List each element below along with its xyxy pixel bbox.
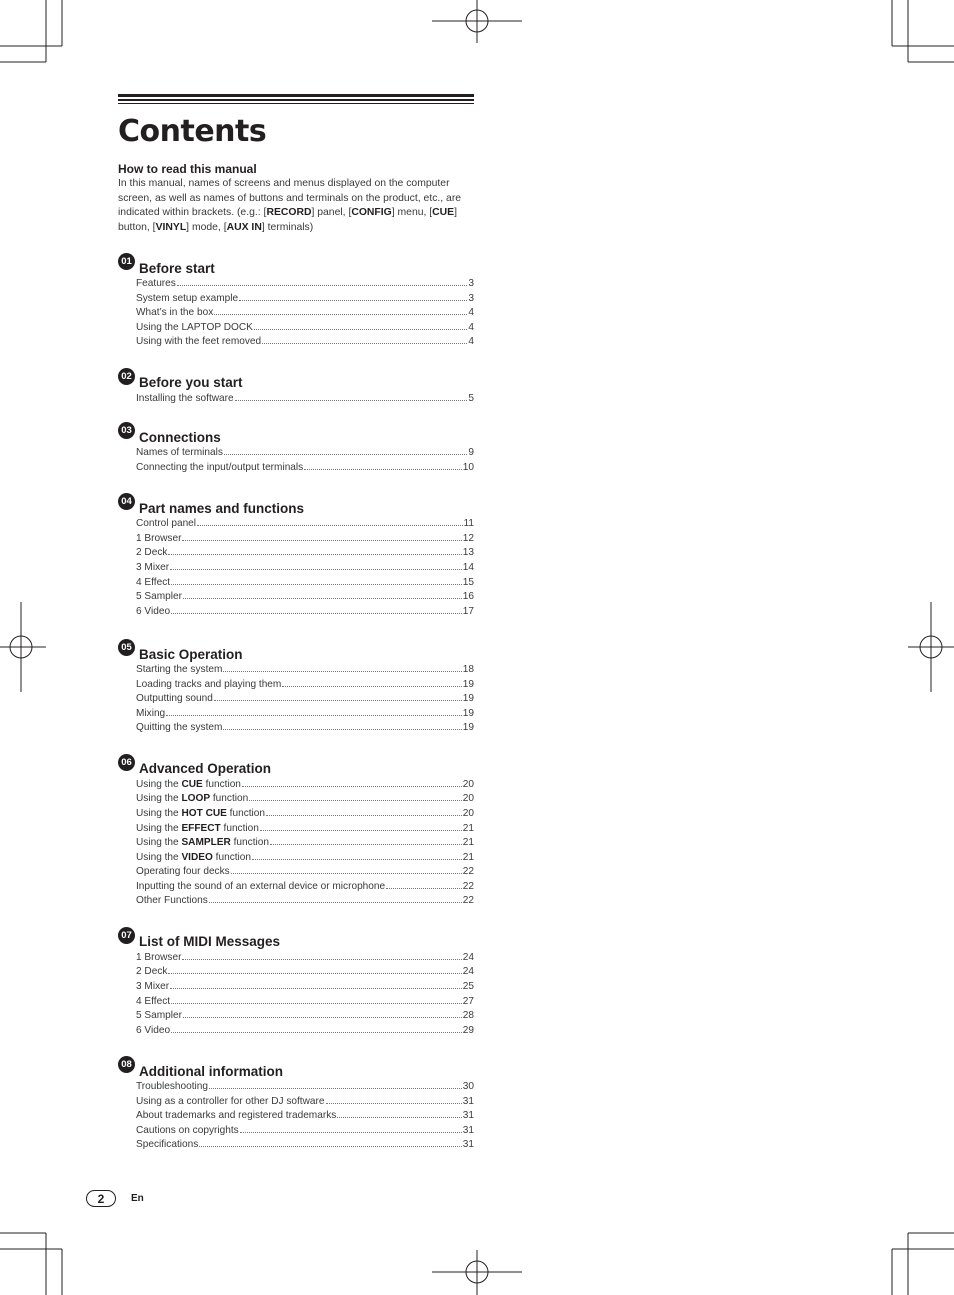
section-number-badge: 01 — [118, 253, 135, 270]
toc-entry-label: 1 Browser — [136, 532, 182, 544]
dot-leader — [209, 1088, 462, 1089]
toc-entry[interactable] — [136, 894, 474, 909]
dot-leader — [282, 686, 461, 687]
dot-leader — [197, 525, 462, 526]
toc-entry[interactable] — [136, 951, 474, 966]
section-title[interactable]: Advanced Operation — [139, 761, 272, 777]
dot-leader — [183, 1017, 462, 1018]
dot-leader — [240, 1132, 462, 1133]
howto-heading: How to read this manual — [118, 162, 257, 176]
toc-entry-page: 4 — [468, 307, 474, 319]
toc-entry[interactable] — [136, 1095, 474, 1110]
dot-leader — [239, 300, 467, 301]
toc-entry-label: Other Functions — [136, 895, 208, 907]
section-number-badge: 05 — [118, 639, 135, 656]
toc-entry[interactable] — [136, 707, 474, 722]
toc-entry-label: Using the HOT CUE function — [136, 808, 266, 820]
dot-leader — [224, 454, 467, 455]
toc-entry-label: 2 Deck — [136, 547, 168, 559]
section-entries — [136, 517, 474, 619]
toc-entry-page: 30 — [462, 1081, 474, 1093]
section-entries — [136, 392, 474, 407]
toc-section-08 — [118, 1058, 474, 1153]
toc-entry-label: Using the SAMPLER function — [136, 837, 269, 849]
toc-entry-label: 2 Deck — [136, 966, 168, 978]
section-number-badge: 08 — [118, 1056, 135, 1073]
page-footer — [86, 1190, 144, 1207]
toc-section-02 — [118, 370, 474, 407]
toc-entry-label: About trademarks and registered trademarks — [136, 1110, 337, 1122]
toc-entry-page: 3 — [468, 278, 474, 289]
section-heading — [118, 255, 474, 275]
toc-entry[interactable] — [136, 1138, 474, 1153]
toc-entry-page: 31 — [462, 1124, 474, 1136]
section-number-badge: 03 — [118, 422, 135, 439]
toc-entry-page: 4 — [468, 336, 474, 348]
toc-entry[interactable] — [136, 392, 474, 407]
toc-entry-page: 21 — [462, 837, 474, 849]
toc-entry[interactable] — [136, 546, 474, 561]
toc-entry-page: 31 — [462, 1139, 474, 1151]
toc-entry-page: 22 — [462, 866, 474, 878]
toc-entry-page: 19 — [462, 722, 474, 734]
toc-entry-label: System setup example — [136, 292, 239, 304]
toc-entry-label: Using the EFFECT function — [136, 822, 259, 834]
toc-entry-label: What’s in the box — [136, 307, 214, 319]
toc-entry[interactable] — [136, 1109, 474, 1124]
dot-leader — [182, 959, 461, 960]
toc-entry-label: 4 Effect — [136, 576, 171, 588]
section-title[interactable]: Part names and functions — [139, 500, 305, 516]
toc-entry[interactable] — [136, 792, 474, 807]
toc-entry-page: 15 — [462, 576, 474, 588]
toc-entry-label: Names of terminals — [136, 447, 223, 459]
toc-entry-label: 5 Sampler — [136, 1010, 183, 1022]
section-heading — [118, 756, 474, 776]
toc-entry[interactable] — [136, 277, 474, 292]
dot-leader — [168, 973, 461, 974]
title-rule — [118, 94, 474, 106]
section-number-badge: 04 — [118, 493, 135, 510]
toc-entry-page: 16 — [462, 591, 474, 603]
dot-leader — [214, 314, 467, 315]
toc-entry-label: 6 Video — [136, 1024, 171, 1036]
toc-entry-label: Inputting the sound of an external device or microphone — [136, 880, 386, 892]
dot-leader — [270, 844, 462, 845]
toc-entry-page: 9 — [468, 447, 474, 459]
dot-leader — [171, 1032, 462, 1033]
toc-entry-page: 22 — [462, 880, 474, 892]
toc-entry-label: Using the CUE function — [136, 778, 241, 790]
toc-entry[interactable] — [136, 576, 474, 591]
toc-entry-label: Connecting the input/output terminals — [136, 461, 304, 473]
toc-entry-page: 24 — [462, 951, 474, 963]
toc-entry[interactable] — [136, 678, 474, 693]
toc-entry-label: Troubleshooting — [136, 1081, 209, 1093]
toc-entry-label: Quitting the system — [136, 722, 223, 734]
dot-leader — [168, 554, 461, 555]
toc-entry[interactable] — [136, 292, 474, 307]
toc-entry-label: Control panel — [136, 518, 197, 530]
toc-entry-label: Using with the feet removed — [136, 336, 262, 348]
toc-entry-label: Installing the software — [136, 392, 234, 404]
toc-entry-page: 3 — [468, 292, 474, 304]
section-entries — [136, 778, 474, 909]
dot-leader — [170, 988, 462, 989]
dot-leader — [326, 1103, 462, 1104]
section-heading — [118, 370, 474, 390]
dot-leader — [266, 815, 462, 816]
toc-entry-label: Loading tracks and playing them — [136, 678, 282, 690]
dot-leader — [337, 1117, 461, 1118]
toc-entry[interactable] — [136, 335, 474, 350]
toc-entry[interactable] — [136, 965, 474, 980]
toc-entry-page: 20 — [462, 808, 474, 820]
toc-entry-page: 20 — [462, 778, 474, 790]
page-title: Contents — [118, 114, 267, 149]
toc-entry[interactable] — [136, 721, 474, 736]
toc-entry-label: Operating four decks — [136, 866, 230, 878]
dot-leader — [252, 859, 462, 860]
toc-section-03 — [118, 424, 474, 475]
toc-entry-page: 19 — [462, 693, 474, 705]
toc-entry-page: 20 — [462, 793, 474, 805]
toc-entry[interactable] — [136, 605, 474, 620]
section-number-badge: 06 — [118, 754, 135, 771]
toc-entry-page: 10 — [462, 461, 474, 473]
toc-entry[interactable] — [136, 1024, 474, 1039]
section-entries — [136, 446, 474, 475]
toc-section-05 — [118, 641, 474, 736]
toc-entry-page: 25 — [462, 980, 474, 992]
dot-leader — [177, 285, 468, 286]
section-entries — [136, 277, 474, 350]
page-number: 2 — [86, 1190, 116, 1207]
dot-leader — [171, 613, 462, 614]
dot-leader — [386, 888, 462, 889]
dot-leader — [231, 873, 462, 874]
toc-entry-page: 27 — [462, 995, 474, 1007]
toc-entry[interactable] — [136, 851, 474, 866]
toc-entry-label: Outputting sound — [136, 693, 213, 705]
howto-text: In this manual, names of screens and menus displayed on the computer screen, as well as names of buttons and terminals on the product, etc., are indicated within brackets. (e.g.: [RECORD] panel, [CONFIG] menu, [CUE] button, [VINYL] mode, [AUX IN] terminals) — [118, 178, 462, 233]
toc-entry-label: Cautions on copyrights — [136, 1124, 239, 1136]
section-title[interactable]: Additional information — [139, 1063, 283, 1079]
dot-leader — [304, 469, 462, 470]
toc-entry[interactable] — [136, 980, 474, 995]
section-title[interactable]: Connections — [139, 429, 221, 445]
toc-entry-page: 21 — [462, 851, 474, 863]
dot-leader — [223, 671, 461, 672]
toc-entry[interactable] — [136, 517, 474, 532]
section-number-badge: 07 — [118, 927, 135, 944]
toc-entry-page: 14 — [462, 562, 474, 574]
dot-leader — [260, 830, 462, 831]
dot-leader — [254, 329, 467, 330]
toc-section-04 — [118, 495, 474, 619]
toc-entry-page: 19 — [462, 707, 474, 719]
dot-leader — [223, 729, 461, 730]
toc-entry-label: 4 Effect — [136, 995, 171, 1007]
toc-entry[interactable] — [136, 778, 474, 793]
toc-entry[interactable] — [136, 995, 474, 1010]
dot-leader — [249, 800, 462, 801]
toc-entry-label: Using the VIDEO function — [136, 851, 252, 863]
section-entries — [136, 951, 474, 1038]
dot-leader — [199, 1146, 461, 1147]
dot-leader — [170, 569, 462, 570]
toc-sections — [118, 255, 474, 1153]
toc-entry[interactable] — [136, 306, 474, 321]
toc-entry[interactable] — [136, 865, 474, 880]
toc-entry[interactable] — [136, 461, 474, 476]
toc-entry-label: 1 Browser — [136, 951, 182, 963]
dot-leader — [183, 598, 462, 599]
section-title[interactable]: Before start — [139, 260, 215, 276]
toc-entry-page: 24 — [462, 966, 474, 978]
toc-entry[interactable] — [136, 1080, 474, 1095]
dot-leader — [235, 400, 468, 401]
toc-entry-page: 5 — [468, 392, 474, 404]
dot-leader — [171, 584, 462, 585]
toc-entry[interactable] — [136, 446, 474, 461]
dot-leader — [242, 786, 462, 787]
toc-section-01 — [118, 255, 474, 350]
toc-section-06 — [118, 756, 474, 909]
toc-entry[interactable] — [136, 880, 474, 895]
toc-entry-label: Mixing — [136, 707, 166, 719]
section-title[interactable]: List of MIDI Messages — [139, 934, 281, 950]
toc-entry-page: 17 — [462, 605, 474, 617]
dot-leader — [171, 1003, 462, 1004]
toc-entry[interactable] — [136, 532, 474, 547]
toc-entry-page: 13 — [462, 547, 474, 559]
toc-entry-page: 19 — [462, 678, 474, 690]
toc-entry-page: 29 — [462, 1024, 474, 1036]
toc-entry[interactable] — [136, 561, 474, 576]
toc-entry-label: 3 Mixer — [136, 562, 170, 574]
dot-leader — [166, 715, 462, 716]
section-heading — [118, 641, 474, 661]
toc-entry[interactable] — [136, 1124, 474, 1139]
section-heading — [118, 424, 474, 444]
section-title[interactable]: Basic Operation — [139, 646, 243, 662]
toc-entry[interactable] — [136, 590, 474, 605]
toc-entry-page: 18 — [462, 664, 474, 676]
toc-entry-page: 21 — [462, 822, 474, 834]
toc-entry-label: 5 Sampler — [136, 591, 183, 603]
toc-entry-page: 28 — [462, 1010, 474, 1022]
section-entries — [136, 663, 474, 736]
toc-entry[interactable] — [136, 836, 474, 851]
toc-entry-page: 12 — [462, 532, 474, 544]
toc-entry-label: Using the LAPTOP DOCK — [136, 321, 253, 333]
toc-entry[interactable] — [136, 1009, 474, 1024]
toc-entry-label: Specifications — [136, 1139, 199, 1151]
section-heading — [118, 929, 474, 949]
toc-entry-page: 31 — [462, 1110, 474, 1122]
toc-section-07 — [118, 929, 474, 1038]
section-heading — [118, 1058, 474, 1078]
toc-entry-page: 31 — [462, 1095, 474, 1107]
language-code: En — [131, 1193, 144, 1204]
toc-entry[interactable] — [136, 692, 474, 707]
section-heading — [118, 495, 474, 515]
toc-entry-page: 22 — [462, 895, 474, 907]
dot-leader — [214, 700, 462, 701]
toc-entry[interactable] — [136, 822, 474, 837]
toc-entry-label: Starting the system — [136, 664, 223, 676]
toc-entry[interactable] — [136, 663, 474, 678]
section-entries — [136, 1080, 474, 1153]
section-number-badge: 02 — [118, 368, 135, 385]
toc-entry-label: Using as a controller for other DJ software — [136, 1095, 325, 1107]
toc-entry-label: 3 Mixer — [136, 980, 170, 992]
contents-page — [118, 94, 474, 1153]
toc-entry[interactable] — [136, 321, 474, 336]
toc-entry-label: 6 Video — [136, 605, 171, 617]
dot-leader — [209, 902, 462, 903]
toc-entry-page: 11 — [463, 518, 474, 530]
toc-entry-page: 4 — [468, 321, 474, 333]
dot-leader — [262, 343, 467, 344]
dot-leader — [182, 540, 461, 541]
toc-entry[interactable] — [136, 807, 474, 822]
toc-entry-label: Features — [136, 278, 176, 289]
section-title[interactable]: Before you start — [139, 375, 243, 391]
toc-entry-label: Using the LOOP function — [136, 793, 249, 805]
